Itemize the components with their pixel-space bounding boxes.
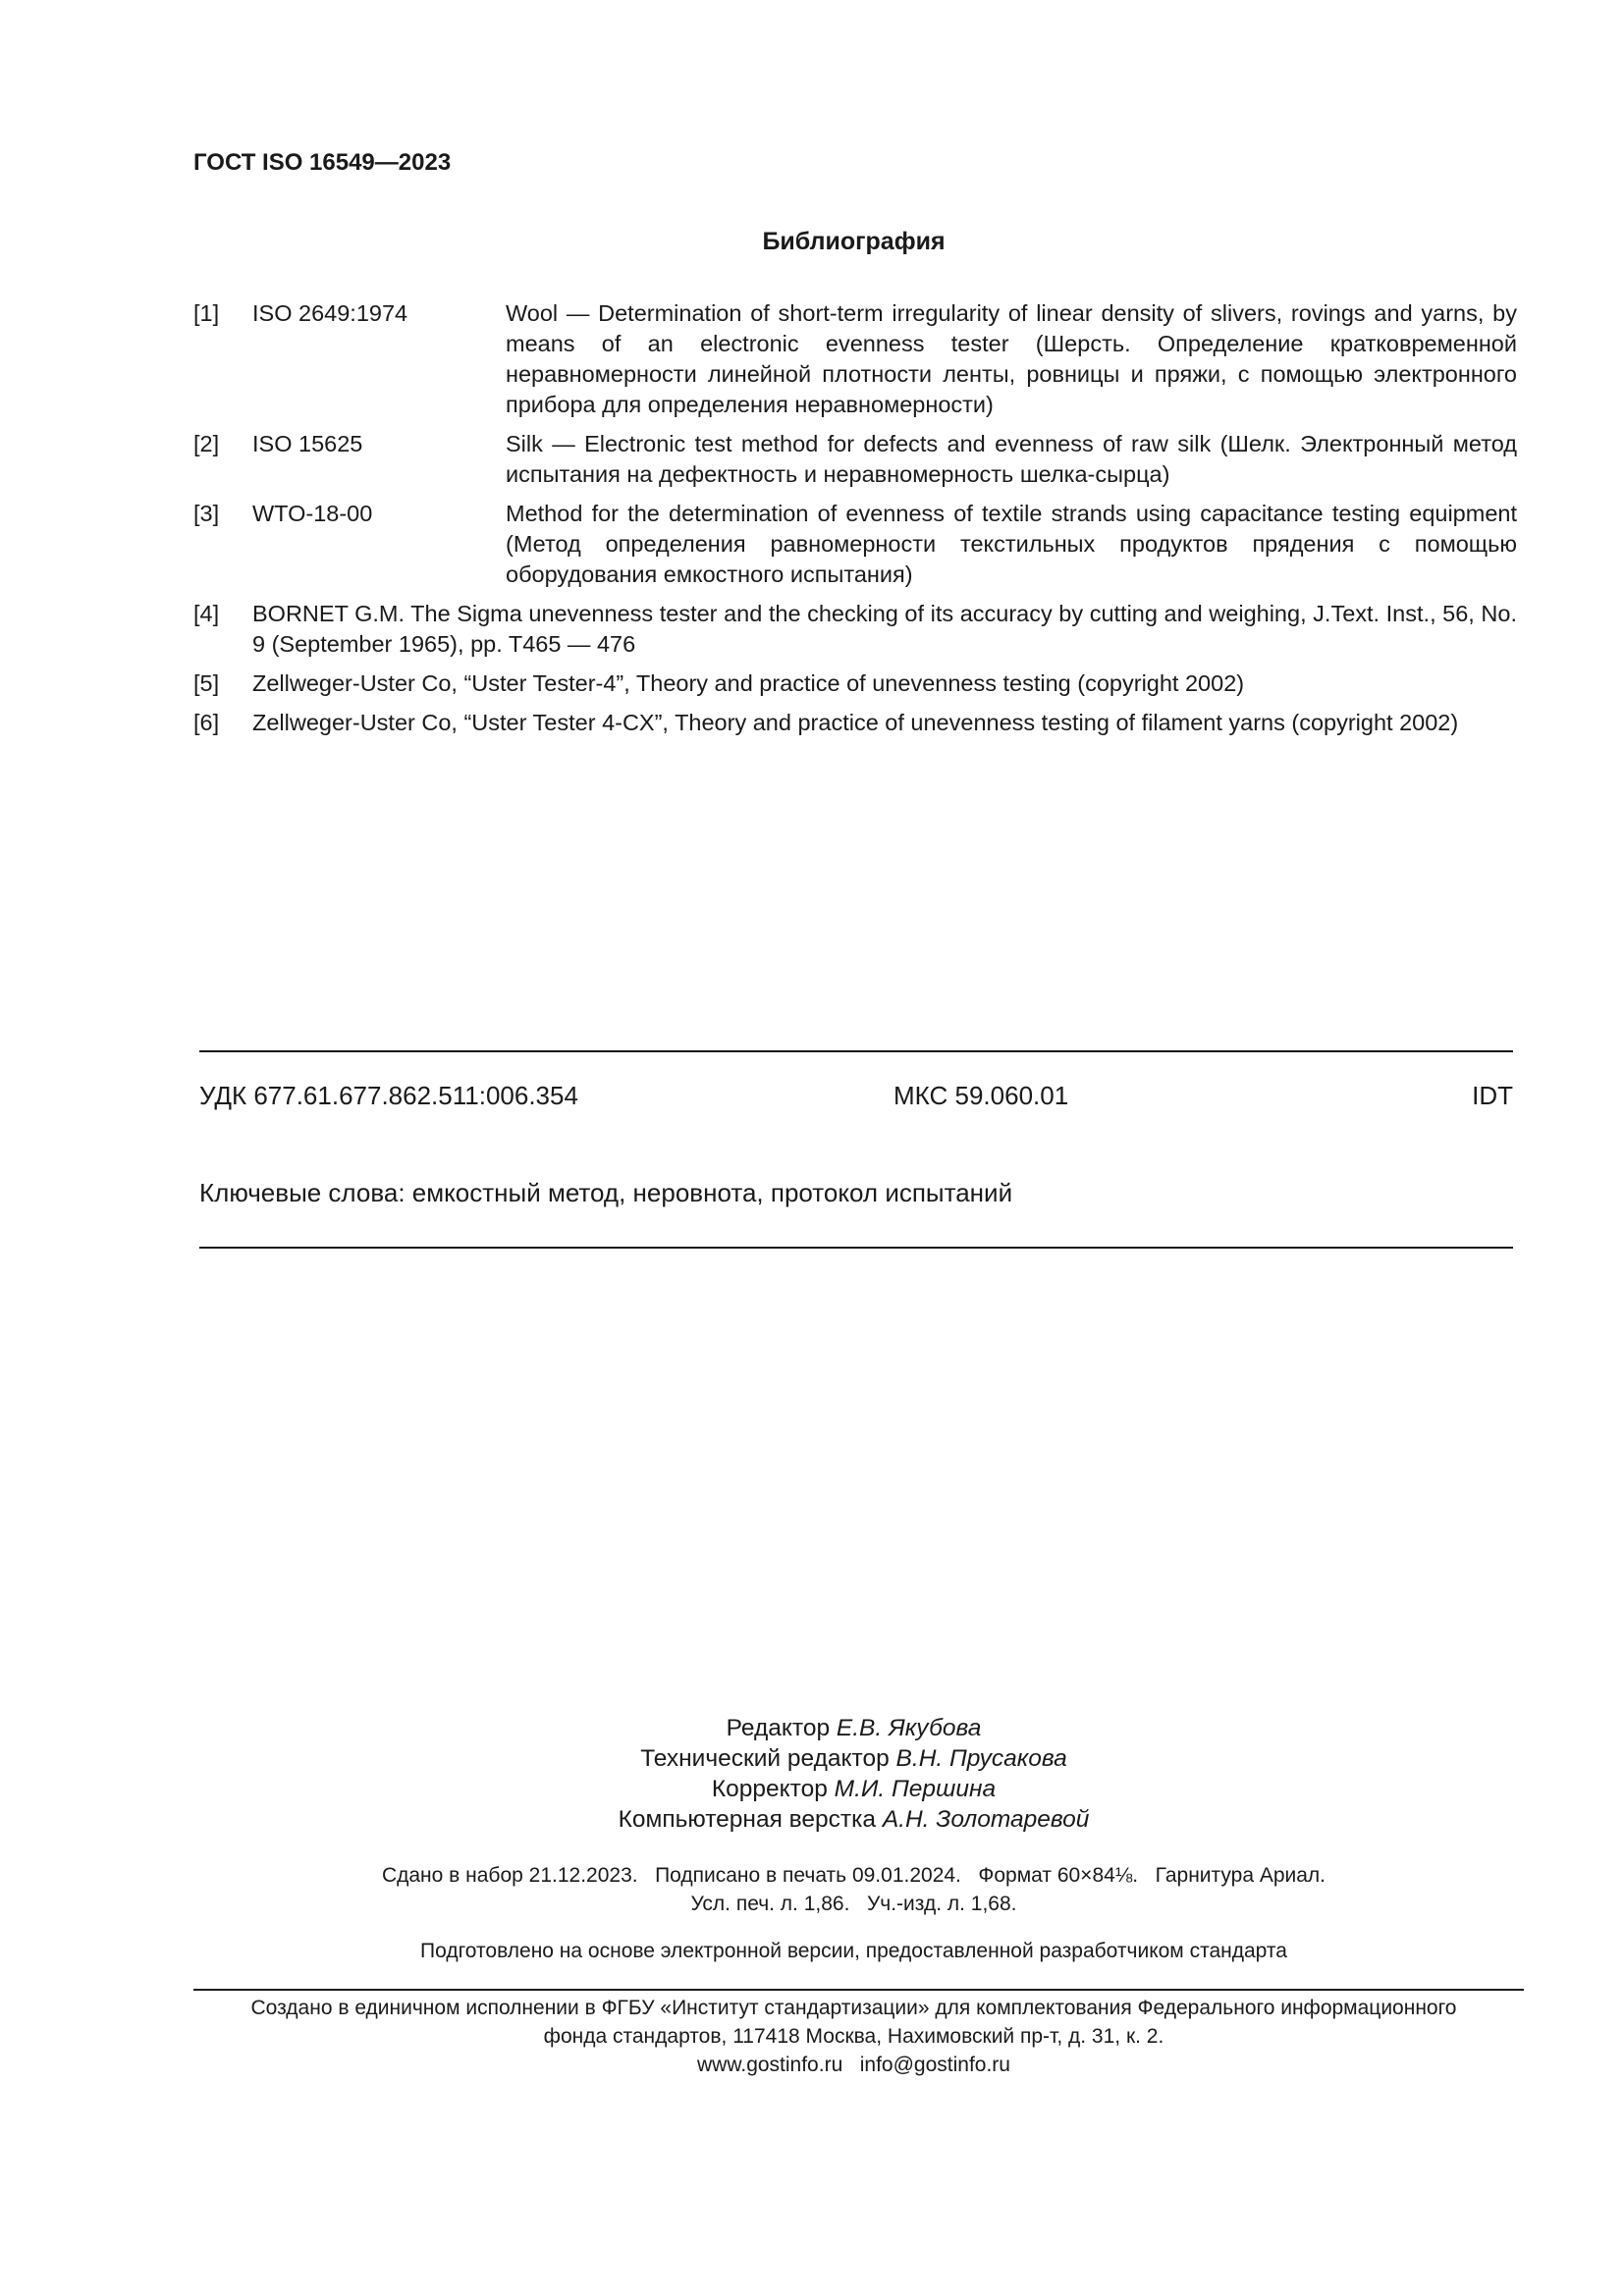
created-note-line: фонда стандартов, 117418 Москва, Нахимовский пр-т, д. 31, к. 2. (543, 2025, 1164, 2048)
entry-number: [6] (193, 710, 220, 735)
credit-role: Компьютерная верстка (618, 1806, 877, 1833)
credit-person: В.Н. Прусакова (895, 1745, 1067, 1772)
entry-text: Silk — Electronic test method for defects and evenness of raw silk (Шелк. Электронный метод испытания на дефектность и неравномерность шелка-сырца) (506, 431, 1517, 487)
credit-line (0, 1713, 1624, 1743)
keywords: Ключевые слова: емкостный метод, неровнота, протокол испытаний (199, 1178, 1013, 1207)
credits-block (0, 1713, 1624, 1835)
entry-text: BORNET G.M. The Sigma unevenness tester and the checking of its accuracy by cutting and weighing, J.Text. Inst., 56, No. 9 (September 1965), pp. T465 — 476 (252, 601, 1517, 657)
divider-top (199, 1050, 1513, 1052)
entry-text: Method for the determination of evenness of textile strands using capacitance testing equipment (Метод определения равномерности текстильных продуктов прядения с помощью оборудования емкостного испытания) (506, 501, 1517, 587)
udk-code: УДК 677.61.677.862.511:006.354 (199, 1081, 578, 1110)
entry-number: [2] (193, 431, 220, 456)
bibliography-entry (193, 429, 1517, 490)
divider-keywords (199, 1247, 1513, 1249)
created-note (0, 1994, 1624, 2079)
prepared-note: Подготовлено на основе электронной версии, предоставленной разработчиком стандарта (420, 1940, 1287, 1962)
divider-footer (193, 1989, 1524, 1991)
credit-role: Корректор (711, 1776, 828, 1802)
created-note-line: Создано в единичном исполнении в ФГБУ «Институт стандартизации» для комплектования Федерального информационного (250, 1997, 1457, 2019)
print-info (0, 1861, 1624, 1918)
bibliography-title: Библиография (762, 228, 946, 255)
entry-number: [3] (193, 501, 220, 526)
credit-person: М.И. Першина (834, 1776, 997, 1802)
entry-code: WTO-18-00 (252, 501, 373, 526)
idt-label: IDT (1472, 1081, 1513, 1110)
bibliography-list (193, 298, 1517, 747)
bibliography-entry (193, 599, 1517, 660)
bibliography-entry (193, 499, 1517, 590)
entry-number: [4] (193, 601, 220, 626)
print-info-line: Сдано в набор 21.12.2023. Подписано в печать 09.01.2024. Формат 60×84⅛. Гарнитура Ариал. (381, 1864, 1326, 1887)
credit-line (0, 1743, 1624, 1774)
mks-code: МКС 59.060.01 (893, 1081, 1069, 1110)
entry-text: Zellweger-Uster Co, “Uster Tester-4”, Theory and practice of unevenness testing (copyright 2002) (252, 670, 1245, 696)
print-info-line: Усл. печ. л. 1,86. Уч.-изд. л. 1,68. (690, 1893, 1017, 1915)
entry-number: [1] (193, 300, 220, 326)
created-note-contacts: www.gostinfo.ru info@gostinfo.ru (697, 2054, 1010, 2076)
credit-line (0, 1804, 1624, 1835)
bibliography-entry (193, 708, 1517, 738)
page-header: ГОСТ ISO 16549—2023 (193, 149, 452, 176)
credit-role: Редактор (726, 1715, 831, 1741)
entry-code: ISO 15625 (252, 431, 363, 456)
bibliography-entry (193, 298, 1517, 420)
bibliography-entry (193, 668, 1517, 699)
entry-number: [5] (193, 670, 220, 696)
credit-person: Е.В. Якубова (836, 1715, 982, 1741)
entry-text: Wool — Determination of short-term irregularity of linear density of slivers, rovings and yarns, by means of an electronic evenness tester (Шерсть. Определение кратковременной неравномерности линейной плотности ленты, ровницы и пряжи, с помощью электронного прибора для определения неравномерности) (506, 300, 1517, 417)
credit-line (0, 1774, 1624, 1804)
credit-role: Технический редактор (640, 1745, 890, 1772)
credit-person: А.Н. Золотаревой (882, 1806, 1090, 1833)
entry-code: ISO 2649:1974 (252, 300, 408, 326)
entry-text: Zellweger-Uster Co, “Uster Tester 4-CX”, Theory and practice of unevenness testing of filament yarns (copyright 2002) (252, 710, 1459, 735)
